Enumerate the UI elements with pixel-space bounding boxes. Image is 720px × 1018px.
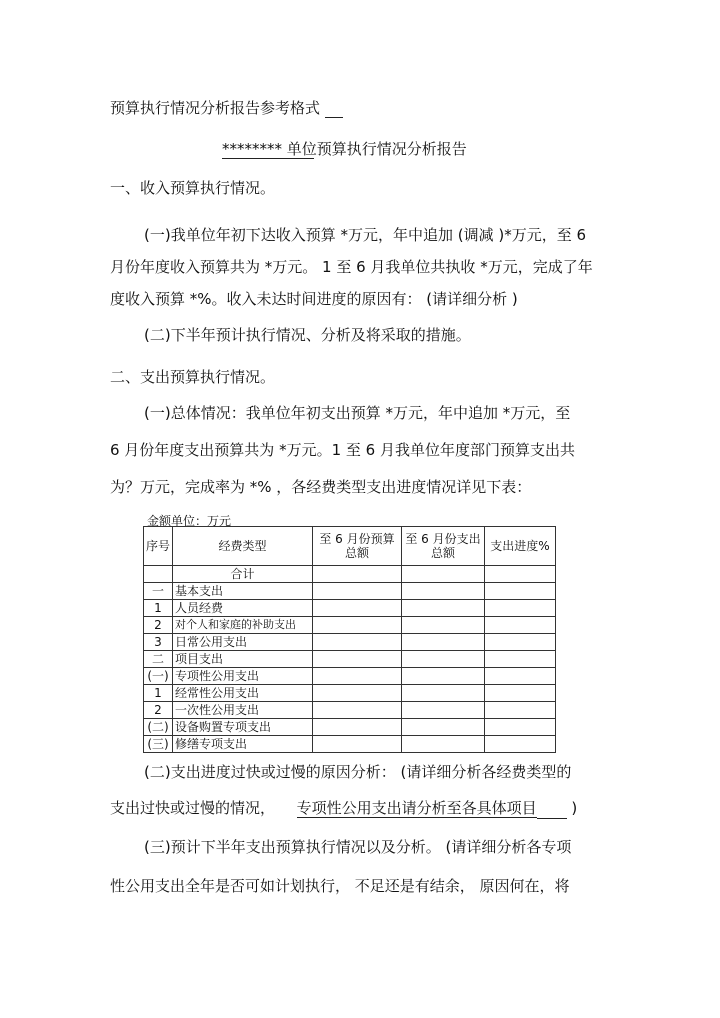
row-spent-cell <box>402 600 485 617</box>
subtitle-underline <box>222 158 314 159</box>
table-row <box>144 702 556 719</box>
header-progress: 支出进度% <box>485 527 556 566</box>
row-no <box>144 566 173 583</box>
cause-analysis-line1: (二)支出进度过快或过慢的原因分析： (请详细分析各经费类型的 <box>144 763 572 781</box>
row-budget-cell <box>313 634 402 651</box>
header-budget: 至 6 月份预算总额 <box>313 527 402 566</box>
table-row <box>144 634 556 651</box>
row-type: 对个人和家庭的补助支出 <box>173 617 313 634</box>
forecast-line2: 性公用支出全年是否可如计划执行， 不足还是有结余， 原因何在，将 <box>110 877 570 895</box>
section-expense-heading: 二、支出预算执行情况。 <box>110 368 276 386</box>
row-spent-cell <box>402 651 485 668</box>
table-row <box>144 600 556 617</box>
row-type: 专项性公用支出 <box>173 668 313 685</box>
row-type: 合计 <box>173 566 313 583</box>
row-budget-cell <box>313 702 402 719</box>
row-spent-cell <box>402 583 485 600</box>
row-type: 人员经费 <box>173 600 313 617</box>
row-no: (三) <box>144 736 173 753</box>
cause-analysis-line2-c: ) <box>571 799 578 817</box>
table-row <box>144 617 556 634</box>
row-spent-cell <box>402 566 485 583</box>
table-row <box>144 685 556 702</box>
row-budget-cell <box>313 736 402 753</box>
row-budget-cell <box>313 583 402 600</box>
row-type: 经常性公用支出 <box>173 685 313 702</box>
cause-analysis-line2-b: 专项性公用支出请分析至各具体项目 <box>296 799 537 817</box>
row-type: 日常公用支出 <box>173 634 313 651</box>
row-type: 一次性公用支出 <box>173 702 313 719</box>
row-type: 基本支出 <box>173 583 313 600</box>
row-spent-cell <box>402 685 485 702</box>
forecast-line1: (三)预计下半年支出预算执行情况以及分析。 (请详细分析各专项 <box>144 838 572 856</box>
row-no: 1 <box>144 685 173 702</box>
expense-para-line3: 为？万元，完成率为 *% ，各经费类型支出进度情况详见下表： <box>110 478 532 496</box>
table-header-row <box>144 527 556 566</box>
header-type: 经费类型 <box>173 527 313 566</box>
row-type: 项目支出 <box>173 651 313 668</box>
expense-para-line2: 6 月份年度支出预算共为 *万元。1 至 6 月我单位年度部门预算支出共 <box>110 441 575 459</box>
row-budget-cell <box>313 685 402 702</box>
table-unit-label: 金额单位：万元 <box>147 514 232 528</box>
row-spent-cell <box>402 634 485 651</box>
row-progress-cell <box>485 617 556 634</box>
row-spent-cell <box>402 719 485 736</box>
row-no: 2 <box>144 702 173 719</box>
title-underline <box>325 117 343 118</box>
row-no: 一 <box>144 583 173 600</box>
row-no: 1 <box>144 600 173 617</box>
cause-underline-gap <box>537 798 567 819</box>
row-progress-cell <box>485 685 556 702</box>
expense-para-line1: (一)总体情况：我单位年初支出预算 *万元，年中追加 *万元，至 <box>144 404 571 422</box>
row-progress-cell <box>485 583 556 600</box>
row-budget-cell <box>313 600 402 617</box>
row-no: 3 <box>144 634 173 651</box>
row-type: 设备购置专项支出 <box>173 719 313 736</box>
row-progress-cell <box>485 634 556 651</box>
table-row <box>144 668 556 685</box>
table-row <box>144 719 556 736</box>
table-row <box>144 583 556 600</box>
cause-analysis-line2-a: 支出过快或过慢的情况， <box>110 799 276 817</box>
expense-table-grid <box>143 526 556 753</box>
table-row <box>144 736 556 753</box>
row-no: 2 <box>144 617 173 634</box>
row-progress-cell <box>485 600 556 617</box>
report-subtitle: ******** 单位预算执行情况分析报告 <box>222 140 467 158</box>
row-no: (二) <box>144 719 173 736</box>
income-para-line3: 度收入预算 *%。收入未达时间进度的原因有： (请详细分析 ) <box>110 290 518 308</box>
row-progress-cell <box>485 566 556 583</box>
row-no: 二 <box>144 651 173 668</box>
row-budget-cell <box>313 651 402 668</box>
row-budget-cell <box>313 719 402 736</box>
row-no: (一) <box>144 668 173 685</box>
row-progress-cell <box>485 702 556 719</box>
row-spent-cell <box>402 702 485 719</box>
row-spent-cell <box>402 736 485 753</box>
document-title <box>110 98 343 118</box>
document-title-text: 预算执行情况分析报告参考格式 <box>110 99 321 117</box>
row-budget-cell <box>313 617 402 634</box>
row-type: 修缮专项支出 <box>173 736 313 753</box>
expense-table <box>143 526 556 753</box>
row-progress-cell <box>485 736 556 753</box>
income-para-line1: (一)我单位年初下达收入预算 *万元，年中追加 (调减 )*万元，至 6 <box>144 226 587 244</box>
income-para2: (二)下半年预计执行情况、分析及将采取的措施。 <box>144 326 471 344</box>
section-income-heading: 一、收入预算执行情况。 <box>110 179 276 197</box>
cause-analysis-line2 <box>110 798 577 819</box>
row-budget-cell <box>313 566 402 583</box>
row-spent-cell <box>402 617 485 634</box>
row-budget-cell <box>313 668 402 685</box>
row-progress-cell <box>485 668 556 685</box>
table-row <box>144 651 556 668</box>
header-spent: 至 6 月份支出总额 <box>402 527 485 566</box>
row-progress-cell <box>485 719 556 736</box>
income-para-line2: 月份年度收入预算共为 *万元。 1 至 6 月我单位共执收 *万元，完成了年 <box>110 258 593 276</box>
table-row <box>144 566 556 583</box>
header-no: 序号 <box>144 527 173 566</box>
row-spent-cell <box>402 668 485 685</box>
row-progress-cell <box>485 651 556 668</box>
